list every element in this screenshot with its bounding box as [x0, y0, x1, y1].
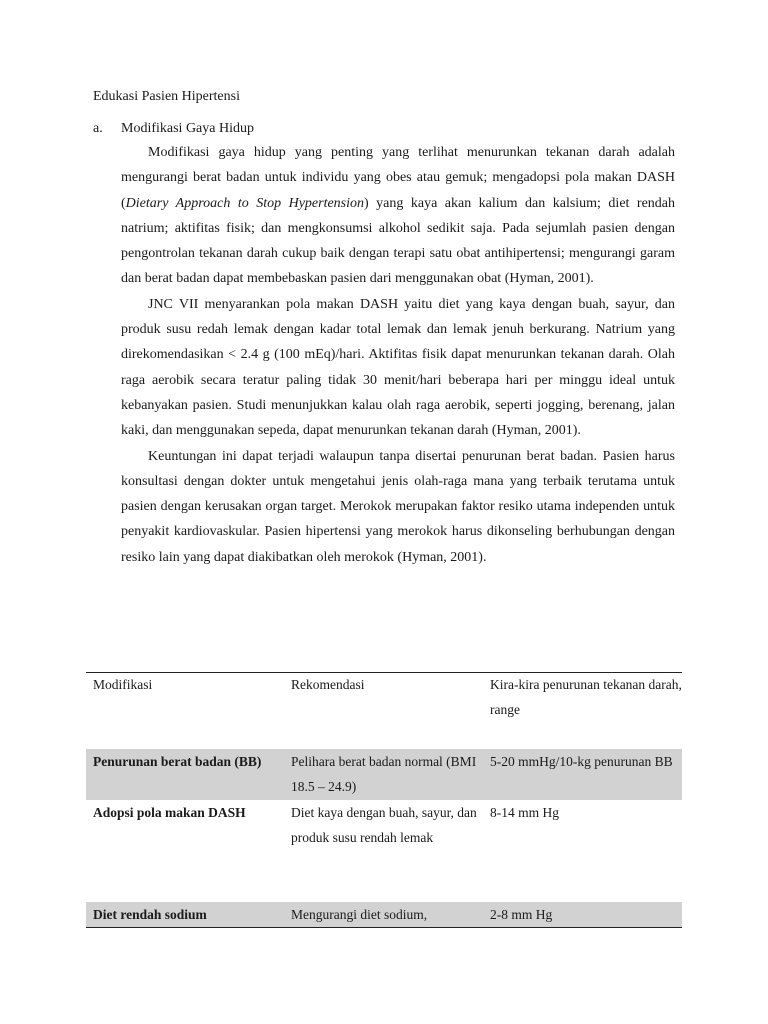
table-row [86, 749, 682, 800]
cell-modifikasi: Penurunan berat badan (BB) [93, 754, 262, 769]
header-range: Kira-kira penurunan tekanan darah, range [490, 677, 682, 717]
table-bottom-rule [86, 927, 682, 928]
header-rekomendasi: Rekomendasi [291, 677, 365, 692]
table-header-row [86, 672, 682, 749]
paragraph-3: Keuntungan ini dapat terjadi walaupun tanpa disertai penurunan berat badan. Pasien harus konsultasi dengan dokter untuk mengetahui jenis olah-raga mana yang terbaik terutama untuk pasien dengan kerusakan organ target. Merokok merupakan faktor resiko utama independen untuk penyakit kardiovaskular. Pasien hipertensi yang merokok harus dikonseling berhubungan dengan resiko lain yang dapat diakibatkan oleh merokok (Hyman, 2001). [121, 448, 675, 565]
table-row [86, 902, 682, 927]
paragraph-1-italic: Dietary Approach to Stop Hypertension [125, 195, 365, 211]
page-title: Edukasi Pasien Hipertensi [93, 89, 240, 104]
cell-rekomendasi: Pelihara berat badan normal (BMI 18.5 – 24.9) [291, 754, 477, 794]
cell-range: 2-8 mm Hg [490, 907, 553, 922]
cell-range: 8-14 mm Hg [490, 805, 559, 820]
cell-modifikasi: Diet rendah sodium [93, 907, 207, 922]
table-row [86, 800, 682, 902]
paragraph-1 [121, 140, 675, 292]
cell-range: 5-20 mmHg/10-kg penurunan BB [490, 754, 673, 769]
modification-table [86, 672, 682, 927]
paragraph-1-part-b: ) yang kaya akan kalium dan kalsium; diet rendah natrium; aktifitas fisik; dan mengkonsumsi alkohol sedikit saja. Pada sejumlah pasien dengan pengontrolan tekanan darah cukup baik dengan terapi satu obat antihipertensi; mengurangi garam dan berat badan dapat membebaskan pasien dari menggunakan obat (Hyman, 2001). [121, 195, 675, 287]
section-letter: a. [93, 121, 103, 136]
section-title: Modifikasi Gaya Hidup [121, 121, 254, 136]
paragraph-1-part-a: Modifikasi gaya hidup yang penting yang terlihat menurunkan tekanan darah adalah mengurangi berat badan untuk individu yang obes atau gemuk; mengadopsi pola makan DASH ( [121, 145, 675, 211]
header-modifikasi: Modifikasi [93, 677, 153, 692]
paragraph-2: JNC VII menyarankan pola makan DASH yaitu diet yang kaya dengan buah, sayur, dan produk susu redah lemak dengan kadar total lemak dan lemak jenuh berkurang. Natrium yang direkomendasikan < 2.4 g (100 mEq)/hari. Aktifitas fisik dapat menurunkan tekanan darah. Olah raga aerobik secara teratur paling tidak 30 menit/hari beberapa hari per minggu ideal untuk kebanyakan pasien. Studi menunjukkan kalau olah raga aerobik, seperti jogging, berenang, jalan kaki, dan menggunakan sepeda, dapat menurunkan tekanan darah (Hyman, 2001). [121, 296, 675, 439]
cell-rekomendasi: Diet kaya dengan buah, sayur, dan produk susu rendah lemak [291, 805, 477, 845]
cell-modifikasi: Adopsi pola makan DASH [93, 805, 246, 820]
cell-rekomendasi: Mengurangi diet sodium, [291, 907, 428, 922]
body-text [121, 140, 675, 570]
